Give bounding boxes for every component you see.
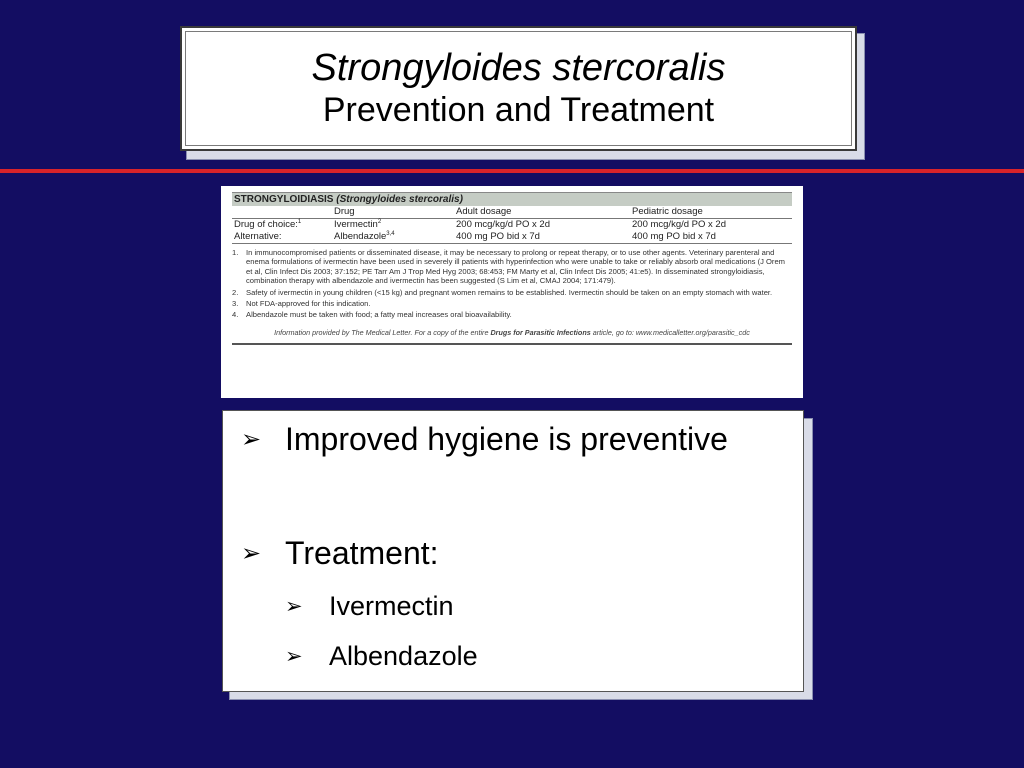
row-adult-dosage: 400 mg PO bid x 7d bbox=[456, 231, 540, 242]
sub-bullet-ivermectin bbox=[285, 591, 454, 622]
column-header: Drug bbox=[334, 206, 355, 217]
bullet-text: Treatment: bbox=[285, 535, 439, 571]
row-label bbox=[232, 231, 334, 243]
table-row bbox=[232, 231, 792, 243]
row-drug bbox=[334, 231, 456, 243]
arrow-bullet-icon: ➢ bbox=[241, 540, 262, 567]
table-source-credit bbox=[232, 328, 792, 345]
arrow-bullet-icon: ➢ bbox=[285, 595, 303, 618]
footnote-text: Safety of ivermectin in young children (<15 kg) and pregnant women remains to be established. Ivermectin should be taken on an empty stomach with water. bbox=[246, 287, 773, 297]
slide-title: Strongyloides stercoralis bbox=[311, 47, 726, 89]
footnote-number: 4. bbox=[232, 310, 239, 320]
bullet-item-treatment bbox=[241, 535, 439, 572]
title-box bbox=[180, 26, 857, 151]
footnote bbox=[232, 299, 792, 308]
divider-rule bbox=[0, 169, 1024, 173]
row-label-text: Alternative: bbox=[234, 231, 282, 242]
footnote bbox=[232, 248, 792, 286]
footnote-text: Albendazole must be taken with food; a fatty meal increases oral bioavailability. bbox=[246, 310, 512, 320]
row-pediatric-dosage: 200 mcg/kg/d PO x 2d bbox=[632, 219, 726, 230]
table-row bbox=[232, 219, 792, 231]
footnote-text: Not FDA-approved for this indication. bbox=[246, 299, 371, 309]
table-header-main: STRONGYLOIDIASIS bbox=[234, 194, 334, 205]
row-drug-footnote: 2 bbox=[377, 218, 382, 225]
row-label bbox=[232, 219, 334, 231]
source-prefix: Information provided by The Medical Letter. For a copy of the entire bbox=[274, 327, 491, 337]
source-article-title: Drugs for Parasitic Infections bbox=[490, 327, 591, 337]
column-header: Pediatric dosage bbox=[632, 206, 703, 217]
table-footnotes bbox=[232, 248, 792, 320]
row-adult-dosage: 200 mcg/kg/d PO x 2d bbox=[456, 219, 550, 230]
sub-bullet-text: Albendazole bbox=[329, 641, 478, 671]
source-suffix: article, go to: www.medicalletter.org/parasitic_cdc bbox=[590, 327, 750, 337]
table-header bbox=[232, 192, 792, 206]
footnote-number: 2. bbox=[232, 287, 239, 297]
footnote bbox=[232, 310, 792, 319]
column-header bbox=[232, 206, 334, 218]
row-drug-footnote: 3,4 bbox=[386, 230, 395, 237]
footnote bbox=[232, 288, 792, 297]
sub-bullet-albendazole bbox=[285, 641, 478, 672]
treatment-table-image bbox=[221, 186, 803, 398]
row-label-text: Drug of choice: bbox=[234, 219, 298, 230]
row-drug bbox=[334, 219, 456, 231]
slide-subtitle: Prevention and Treatment bbox=[322, 91, 715, 129]
row-pediatric-dosage: 400 mg PO bid x 7d bbox=[632, 231, 716, 242]
row-drug-text: Albendazole bbox=[334, 231, 387, 242]
row-label-footnote: 1 bbox=[297, 218, 302, 225]
footnote-text: In immunocompromised patients or disseminated disease, it may be necessary to prolong or repeat therapy, or to use other agents. Veterinary parenteral and enema formulations of ivermectin have been used in severely ill patients with hyperinfection who were unable to take or reliably absorb oral medications (J Orem et al, Clin Infect Dis 2003; 37:152; PE Tarr Am J Trop Med Hyg 2003; 68:453; FM Marty et al, Clin Infect Dis 2005; 41:e5). In disseminated strongyloidiasis, combination therapy with albendazole and ivermectin has been suggested (S Lim et al, CMAJ 2004; 171:479). bbox=[246, 248, 786, 286]
footnote-number: 3. bbox=[232, 299, 239, 309]
sub-bullet-text: Ivermectin bbox=[329, 591, 454, 621]
bullet-box bbox=[222, 410, 804, 692]
bullet-item-hygiene bbox=[241, 421, 728, 458]
table-header-species: (Strongyloides stercoralis) bbox=[336, 194, 463, 205]
row-drug-text: Ivermectin bbox=[334, 219, 378, 230]
column-header: Adult dosage bbox=[456, 206, 512, 217]
footnote-number: 1. bbox=[232, 248, 239, 257]
table-rule bbox=[232, 243, 792, 244]
table-column-headers bbox=[232, 206, 792, 219]
bullet-text: Improved hygiene is preventive bbox=[285, 421, 728, 457]
arrow-bullet-icon: ➢ bbox=[241, 426, 262, 453]
arrow-bullet-icon: ➢ bbox=[285, 645, 303, 668]
